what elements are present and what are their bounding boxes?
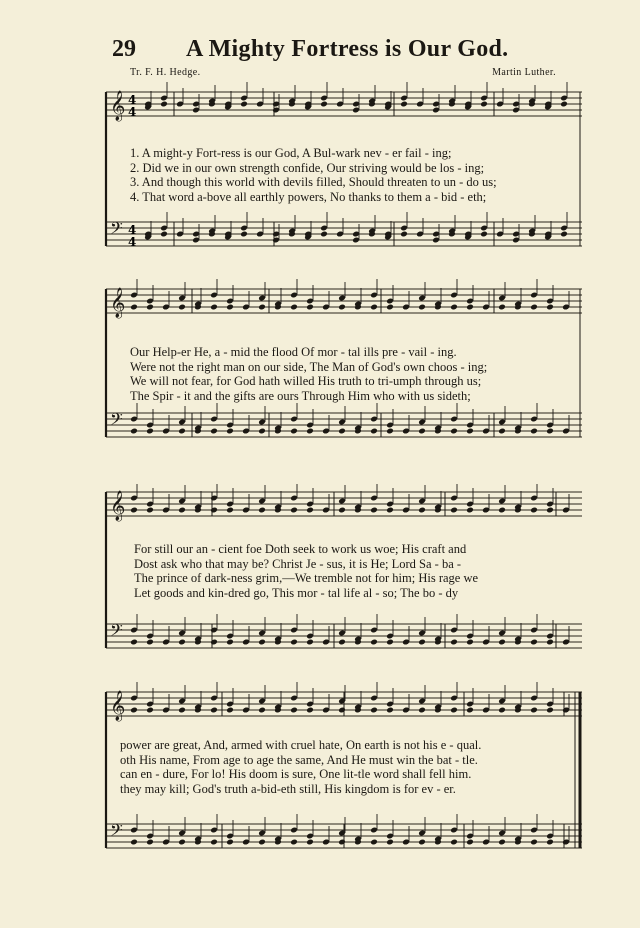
lyrics-block — [120, 738, 600, 796]
note-head — [290, 428, 298, 435]
note-head — [338, 507, 346, 514]
bass-clef-icon: 𝄢 — [110, 620, 123, 644]
lyric-line: For still our an - cient foe Doth seek to work us woe; His craft and — [134, 542, 467, 556]
note-head — [210, 507, 218, 514]
lyric-line: they may kill; God's truth a-bid-eth still, His kingdom is for ev - er. — [120, 781, 456, 796]
lyric-line: 2. Did we in our own strength confide, Our striving would be los - ing; — [130, 160, 485, 175]
note-head — [258, 639, 266, 646]
lyric-line: Dost ask who that may be? Christ Je - sus, it is He; Lord Sa - ba - — [134, 556, 462, 571]
note-head — [386, 839, 394, 846]
lyric-line: can en - dure, For lo! His doom is sure, One lit-tle word shall fell him. — [120, 767, 472, 781]
lyric-line: 3. And though this world with devils filled, Should threaten to un - do us; — [130, 175, 497, 189]
time-signature: 4 — [128, 105, 137, 119]
note-head — [498, 839, 506, 846]
music-system-4 — [104, 672, 584, 872]
treble-clef-icon: 𝄞 — [110, 288, 126, 318]
note-head — [480, 231, 488, 238]
note-head — [226, 707, 234, 714]
note-head — [320, 231, 328, 238]
note-head — [226, 304, 234, 311]
note-head — [386, 428, 394, 435]
note-head — [466, 428, 474, 435]
note-head — [146, 507, 154, 514]
lyrics-block — [130, 345, 610, 403]
note-head — [498, 707, 506, 714]
note-head — [160, 231, 168, 238]
treble-clef-icon: 𝄞 — [110, 91, 126, 121]
note-head — [480, 101, 488, 108]
note-head — [146, 707, 154, 714]
note-head — [546, 639, 554, 646]
note-head — [450, 839, 458, 846]
note-head — [240, 101, 248, 108]
lyric-line: 4. That word a-bove all earthly powers, No thanks to them a - bid - eth; — [130, 189, 487, 204]
note-head — [258, 839, 266, 846]
lyrics-block — [130, 146, 610, 204]
note-head — [320, 101, 328, 108]
note-head — [450, 304, 458, 311]
note-head — [178, 639, 186, 646]
note-head — [370, 707, 378, 714]
time-signature: 4 — [128, 93, 137, 107]
lyric-line: We will not fear, for God hath willed His truth to tri-umph through us; — [130, 374, 482, 388]
time-signature: 4 — [128, 235, 137, 249]
author-credit: Martin Luther. — [492, 67, 556, 78]
note-head — [418, 428, 426, 435]
note-head — [226, 639, 234, 646]
note-head — [370, 839, 378, 846]
note-head — [418, 839, 426, 846]
treble-clef-icon: 𝄞 — [110, 691, 126, 721]
note-head — [290, 639, 298, 646]
note-head — [130, 304, 138, 311]
time-signature: 4 — [128, 223, 137, 237]
lyric-line: The Spir - it and the gifts are ours Through Him who with us sideth; — [130, 388, 471, 403]
lyric-line: Let goods and kin-dred go, This mor - tal life al - so; The bo - dy — [134, 585, 459, 600]
note-head — [338, 707, 346, 714]
note-head — [146, 639, 154, 646]
lyric-line: The prince of dark-ness grim,—We tremble not for him; His rage we — [134, 571, 479, 585]
note-head — [290, 304, 298, 311]
note-head — [290, 707, 298, 714]
note-head — [306, 428, 314, 435]
note-head — [546, 507, 554, 514]
note-head — [370, 639, 378, 646]
lyric-line: Were not the right man on our side, The Man of God's own choos - ing; — [130, 359, 488, 374]
note-head — [306, 707, 314, 714]
note-head — [338, 428, 346, 435]
note-head — [530, 507, 538, 514]
lyric-line: power are great, And, armed with cruel hate, On earth is not his e - qual. — [120, 738, 482, 752]
music-system-2 — [104, 273, 584, 468]
note-head — [466, 507, 474, 514]
note-head — [418, 304, 426, 311]
note-head — [306, 639, 314, 646]
note-head — [306, 507, 314, 514]
note-head — [546, 839, 554, 846]
lyric-line: oth His name, From age to age the same, And He must win the bat - tle. — [120, 752, 478, 767]
bass-clef-icon: 𝄢 — [110, 820, 123, 844]
note-head — [418, 707, 426, 714]
note-head — [466, 304, 474, 311]
note-head — [258, 507, 266, 514]
note-head — [130, 707, 138, 714]
note-head — [498, 304, 506, 311]
note-head — [160, 101, 168, 108]
note-head — [240, 231, 248, 238]
lyrics-block — [134, 542, 614, 600]
note-head — [560, 231, 568, 238]
lyric-line: Our Help-er He, a - mid the flood Of mor - tal ills pre - vail - ing. — [130, 345, 457, 359]
note-head — [130, 639, 138, 646]
note-head — [258, 304, 266, 311]
note-head — [418, 639, 426, 646]
note-head — [210, 707, 218, 714]
lyric-line: 1. A might-y Fort-ress is our God, A Bul-wark nev - er fail - ing; — [130, 146, 452, 160]
note-head — [530, 639, 538, 646]
note-head — [258, 428, 266, 435]
treble-clef-icon: 𝄞 — [110, 491, 126, 521]
note-head — [210, 639, 218, 646]
note-head — [290, 839, 298, 846]
note-head — [226, 839, 234, 846]
note-head — [498, 507, 506, 514]
note-head — [546, 304, 554, 311]
note-head — [178, 428, 186, 435]
note-head — [560, 101, 568, 108]
note-head — [466, 707, 474, 714]
note-head — [530, 304, 538, 311]
note-head — [450, 507, 458, 514]
bass-clef-icon: 𝄢 — [110, 218, 123, 242]
note-head — [130, 839, 138, 846]
note-head — [178, 507, 186, 514]
note-head — [498, 639, 506, 646]
note-head — [498, 428, 506, 435]
note-head — [400, 101, 408, 108]
note-head — [178, 839, 186, 846]
note-head — [400, 231, 408, 238]
note-head — [306, 839, 314, 846]
note-head — [530, 839, 538, 846]
note-head — [130, 428, 138, 435]
note-head — [210, 839, 218, 846]
note-head — [450, 639, 458, 646]
note-head — [258, 707, 266, 714]
note-head — [386, 639, 394, 646]
note-head — [146, 428, 154, 435]
note-head — [210, 304, 218, 311]
note-head — [530, 707, 538, 714]
note-head — [466, 839, 474, 846]
bass-clef-icon: 𝄢 — [110, 409, 123, 433]
note-head — [370, 428, 378, 435]
note-head — [306, 304, 314, 311]
note-head — [338, 639, 346, 646]
note-head — [130, 507, 138, 514]
note-head — [226, 507, 234, 514]
note-head — [290, 507, 298, 514]
hymn-title: A Mighty Fortress is Our God. — [186, 36, 509, 62]
note-head — [386, 707, 394, 714]
translator-credit: Tr. F. H. Hedge. — [130, 67, 201, 78]
note-head — [466, 639, 474, 646]
note-head — [450, 707, 458, 714]
music-system-1 — [104, 80, 584, 255]
music-system-3 — [104, 484, 584, 679]
note-head — [418, 507, 426, 514]
note-head — [146, 304, 154, 311]
note-head — [146, 839, 154, 846]
note-head — [386, 507, 394, 514]
note-head — [546, 428, 554, 435]
note-head — [370, 507, 378, 514]
note-head — [530, 428, 538, 435]
note-head — [338, 839, 346, 846]
note-head — [178, 304, 186, 311]
note-head — [450, 428, 458, 435]
hymn-number: 29 — [112, 36, 136, 62]
note-head — [178, 707, 186, 714]
note-head — [370, 304, 378, 311]
note-head — [338, 304, 346, 311]
note-head — [386, 304, 394, 311]
note-head — [546, 707, 554, 714]
note-head — [210, 428, 218, 435]
note-head — [226, 428, 234, 435]
